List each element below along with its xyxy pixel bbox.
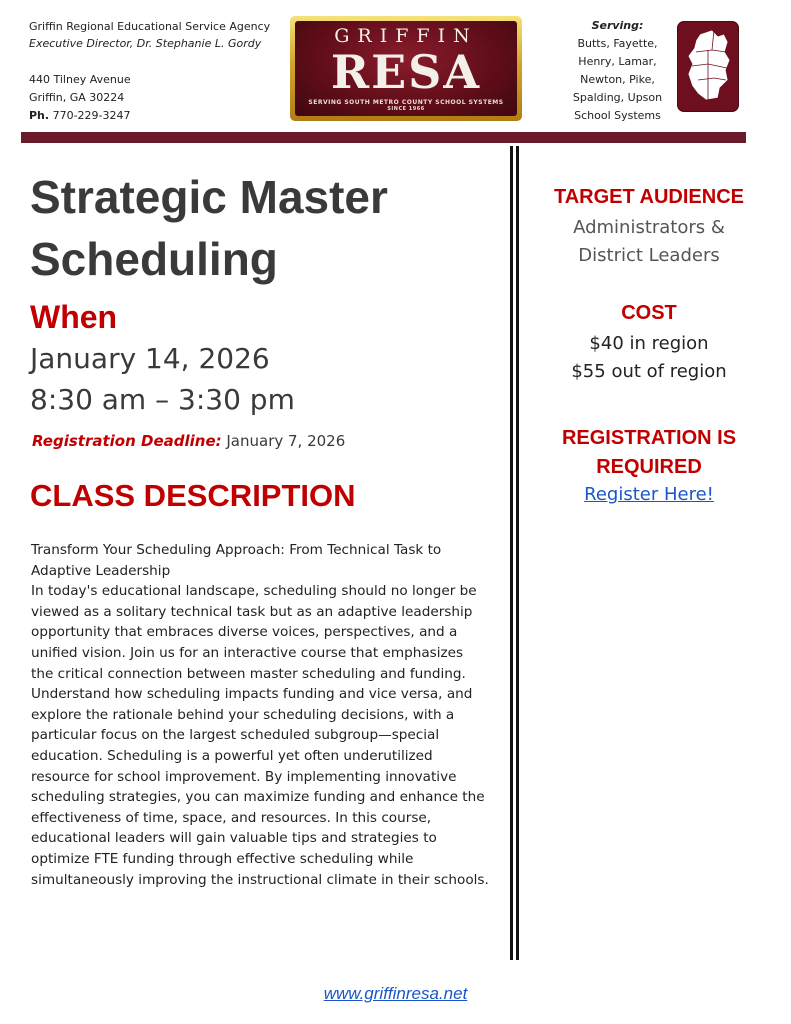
class-description-heading: CLASS DESCRIPTION	[30, 478, 356, 513]
event-time: 8:30 am – 3:30 pm	[30, 383, 295, 416]
class-description	[31, 540, 489, 890]
audience-line: District Leaders	[578, 245, 720, 266]
serving-list	[565, 17, 670, 125]
column-divider	[516, 146, 519, 960]
registration-deadline	[32, 432, 345, 450]
org-name: Griffin Regional Educational Service Agency	[29, 20, 271, 33]
cost-in-region: $40 in region	[589, 333, 709, 354]
when-heading: When	[30, 299, 118, 335]
address-block	[29, 71, 131, 125]
column-divider	[510, 146, 513, 960]
cost-out-of-region: $55 out of region	[571, 361, 727, 382]
serving-line: Spalding, Upson	[572, 91, 663, 104]
audience-line: Administrators &	[573, 217, 725, 238]
address-line-1: 440 Tilney Avenue	[29, 73, 131, 86]
website-link[interactable]: www.griffinresa.net	[323, 984, 468, 1003]
header-divider-bar	[21, 132, 746, 143]
logo-top-text: GRIFFIN	[334, 25, 478, 47]
serving-line: Henry, Lamar,	[578, 55, 657, 68]
address-line-2: Griffin, GA 30224	[29, 91, 125, 104]
phone	[29, 107, 131, 125]
phone-label: Ph.	[29, 109, 50, 122]
logo-field	[295, 21, 517, 116]
page-title: Strategic Master Scheduling	[30, 171, 388, 285]
logo-main-text: RESA	[330, 45, 482, 99]
description-subtitle: Transform Your Scheduling Approach: From Technical Task to Adaptive Leadership	[31, 542, 442, 579]
registration-required-heading	[544, 424, 754, 482]
target-audience	[544, 214, 754, 270]
logo-since: SINCE 1966	[387, 106, 425, 112]
serving-line: Newton, Pike,	[580, 73, 655, 86]
phone-number: 770-229-3247	[52, 109, 131, 122]
region-map-icon	[677, 21, 739, 112]
org-info	[29, 19, 270, 52]
executive-director: Executive Director, Dr. Stephanie L. Gordy	[29, 36, 262, 50]
deadline-value: January 7, 2026	[221, 432, 346, 450]
target-audience-heading: TARGET AUDIENCE	[554, 186, 744, 208]
region-map-shape	[678, 22, 738, 111]
description-body: In today's educational landscape, scheduling should no longer be viewed as a solitary technical task but as an adaptive leadership opportunity that embraces diverse voices, perspectives, and a unified vision. Join us for an interactive course that emphasizes the critical connection between master scheduling and funding. Understand how scheduling impacts funding and vice versa, and explore the rationale behind your scheduling decisions, with a particular focus on the largest scheduled subgroup—special education. Scheduling is a powerful yet often underutilized resource for school improvement. By implementing innovative scheduling strategies, you can maximize funding and enhance the effectiveness of time, space, and resources. In this course, educational leaders will gain valuable tips and strategies to optimize FTE funding through effective scheduling while simultaneously improving the instructional climate in their schools.	[31, 583, 489, 888]
registration-heading-line: REGISTRATION IS	[561, 427, 737, 449]
serving-line: School Systems	[574, 109, 661, 122]
cost-heading: COST	[621, 302, 677, 324]
registration-heading-line: REQUIRED	[596, 456, 702, 478]
deadline-label: Registration Deadline:	[32, 432, 222, 450]
register-link[interactable]: Register Here!	[584, 484, 714, 505]
griffin-resa-logo	[290, 16, 522, 121]
serving-label: Serving:	[591, 19, 644, 32]
serving-line: Butts, Fayette,	[577, 37, 658, 50]
cost-values	[544, 330, 754, 386]
logo-tagline: SERVING SOUTH METRO COUNTY SCHOOL SYSTEMS	[308, 99, 504, 106]
event-date: January 14, 2026	[30, 342, 270, 375]
